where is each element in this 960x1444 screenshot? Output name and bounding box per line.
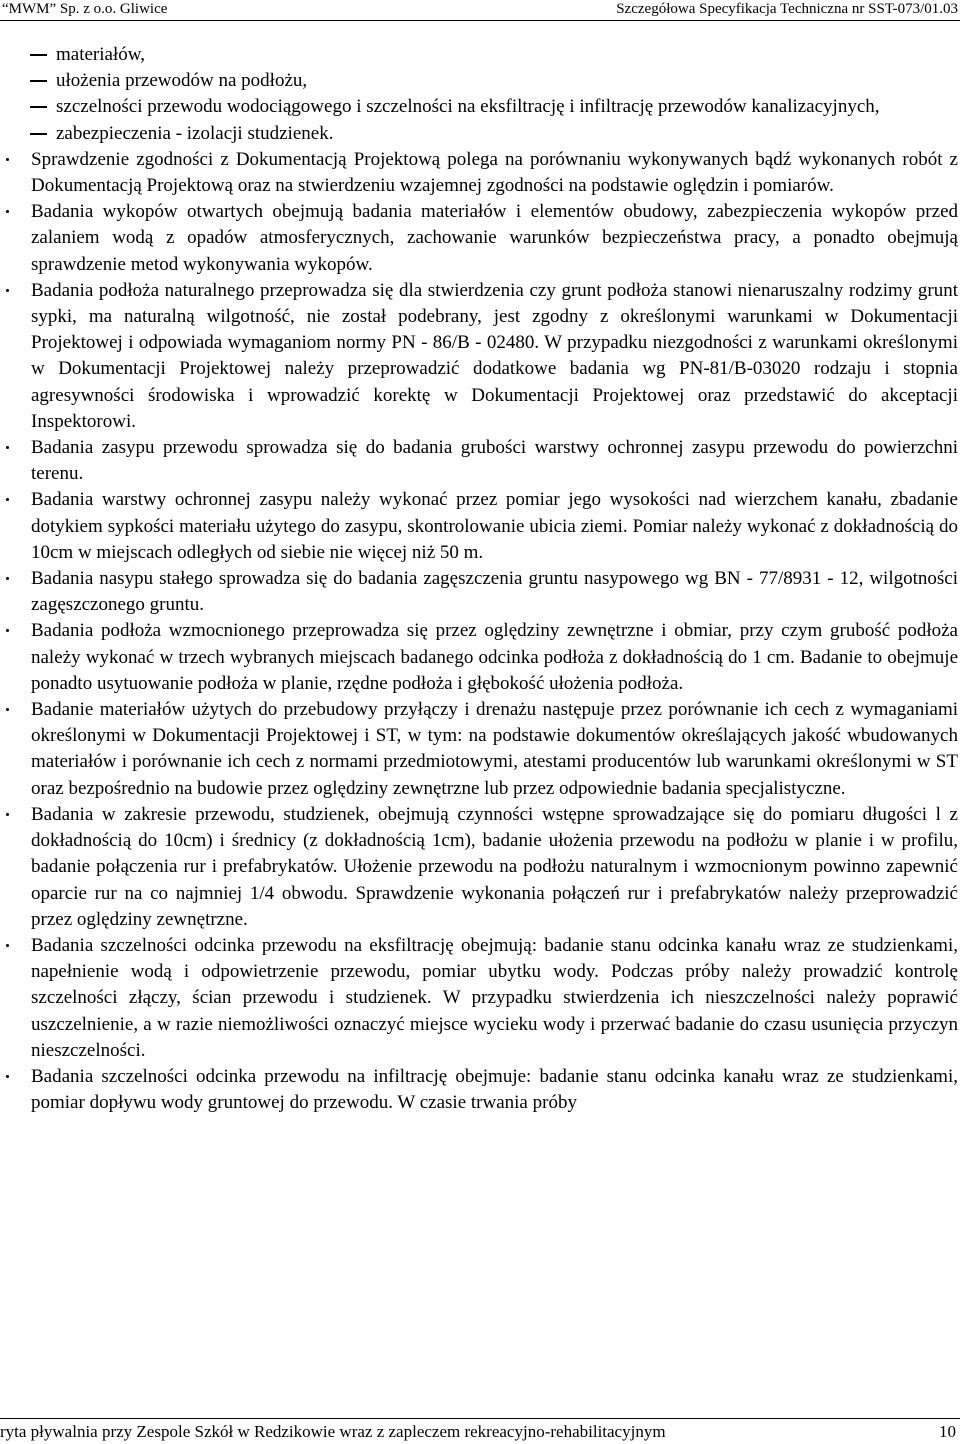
header-spec-title: Szczegółowa Specyfikacja Techniczna nr SST-073/01.03 — [616, 1, 958, 17]
page-header — [0, 0, 960, 22]
dash-item-text: szczelności przewodu wodociągowego i szczelności na eksfiltrację i infiltrację przewodów kanalizacyjnych, — [56, 96, 880, 118]
dash-list-item — [0, 94, 958, 120]
bullet-list-item — [0, 697, 958, 802]
bullet-list-item — [0, 618, 958, 697]
dash-item-text: ułożenia przewodów na podłożu, — [56, 70, 308, 92]
bullet-item-text: Badania szczelności odcinka przewodu na infiltrację obejmuje: badanie stanu odcinka kanału wraz ze studzienkami, pomiar dopływu wody gruntowej do przewodu. W czasie trwania próby — [31, 1065, 958, 1114]
dash-marker — [30, 133, 47, 135]
bullet-item-text: Badania warstwy ochronnej zasypu należy wykonać przez pomiar jego wysokości nad wierzchem kanału, zbadanie dotykiem sypkości materiału użytego do zasypu, skontrolowanie ubicia ziemi. Pomiar należy wykonać z dokładnością do 10cm w miejscach odległych od siebie nie więcej niż 50 m. — [31, 489, 958, 563]
bullet-marker — [6, 708, 9, 711]
dash-marker — [30, 54, 47, 56]
bullet-item-text: Badania nasypu stałego sprowadza się do badania zagęszczenia gruntu nasypowego wg BN - 77/8931 - 12, wilgotności zagęszczonego gruntu. — [31, 568, 958, 616]
bullet-list-item — [0, 435, 958, 487]
bullet-item-text: Badania wykopów otwartych obejmują badania materiałów i elementów obudowy, zabezpieczenia wykopów przed zalaniem wodą z opadów atmosferycznych, zachowanie warunków bezpieczeństwa pracy, a ponadto obejmują sprawdzenie metod wykonywania wykopów. — [31, 201, 958, 275]
bullet-item-text: Badania podłoża naturalnego przeprowadza się dla stwierdzenia czy grunt podłoża stanowi nienaruszalny rodzimy grunt sypki, ma naturalną wilgotność, nie został podebrany, jest zgodny z określonymi warunkami w Dokumentacji Projektowej i odpowiada wymaganiom normy PN - 86/B - 02480. W przypadku niezgodności z warunkami określonymi w Dokumentacji Projektowej należy przeprowadzić dodatkowe badania wg PN-81/B-03020 rodzaju i stopnia agresywności środowiska i wprowadzić korektę w Dokumentacji Projektowej oraz przedstawić do akceptacji Inspektorowi. — [31, 279, 958, 432]
bullet-item-text: Badanie materiałów użytych do przebudowy przyłączy i drenażu następuje przez porównanie ich cech z wymaganiami określonymi w Dokumentacji Projektowej i ST, w tym: na podstawie dokumentów określających jakość wbudowanych materiałów i porównanie ich cech z normami przedmiotowymi, atestami producentów lub warunkami określonymi w ST oraz bezpośrednio na budowie przez oględziny zewnętrzne lub przez odpowiednie badania specjalistyczne. — [31, 699, 958, 799]
bullet-marker — [6, 289, 9, 292]
header-company: “MWM” Sp. z o.o. Gliwice — [2, 1, 168, 17]
dash-list-item — [0, 42, 958, 68]
page-number: 10 — [939, 1422, 956, 1441]
bullet-marker — [6, 498, 9, 501]
bullet-item-text: Badania w zakresie przewodu, studzienek, obejmują czynności wstępne sprowadzające się do pomiaru długości l z dokładnością do 10cm) i średnicy (z dokładnością 1cm), badanie ułożenia przewodu na podłożu w planie i w profilu, badanie połączenia rur i prefabrykatów. Ułożenie przewodu na podłożu naturalnym i wzmocnionym powinno zapewnić oparcie rur na co najmniej 1/4 obwodu. Sprawdzenie wykonania połączeń rur i prefabrykatów należy przeprowadzić przez oględziny zewnętrzne. — [31, 803, 958, 930]
page-footer — [0, 1418, 960, 1444]
footer-rule — [0, 1418, 960, 1419]
bullet-marker — [6, 446, 9, 449]
dash-item-text: materiałów, — [56, 44, 145, 65]
bullet-list-item — [0, 1064, 958, 1116]
dash-list-item — [0, 121, 958, 147]
bullet-list-item — [0, 487, 958, 566]
bullet-list-item — [0, 933, 958, 1064]
dash-list-item — [0, 68, 958, 94]
footer-project-title: ryta pływalnia przy Zespole Szkół w Redzikowie wraz z zapleczem rekreacyjno-rehabilitacyjnym — [0, 1422, 666, 1441]
bullet-marker — [6, 158, 9, 161]
header-rule — [0, 20, 960, 21]
bullet-item-text: Badania szczelności odcinka przewodu na eksfiltrację obejmują: badanie stanu odcinka kanału wraz ze studzienkami, napełnienie wodą i odpowietrzenie przewodu, pomiar ubytku wody. Podczas próby należy prowadzić kontrolę szczelności złączy, ścian przewodu i studzienek. W przypadku stwierdzenia ich nieszczelności należy poprawić uszczelnienie, a w razie niemożliwości oznaczyć miejsce wycieku wody i przerwać badanie do czasu usunięcia przyczyn nieszczelności. — [31, 934, 958, 1061]
dash-item-text: zabezpieczenia - izolacji studzienek. — [56, 122, 334, 144]
bullet-marker — [6, 944, 9, 947]
dash-marker — [30, 80, 47, 82]
bullet-item-text: Badania podłoża wzmocnionego przeprowadza się przez oględziny zewnętrzne i obmiar, przy czym grubość podłoża należy wykonać w trzech wybranych miejscach badanego odcinka podłoża z dokładnością do 1 cm. Badanie to obejmuje ponadto usytuowanie podłoża w planie, rzędne podłoża i głębokość ułożenia podłoża. — [31, 620, 958, 694]
bullet-list-item — [0, 199, 958, 278]
bullet-marker — [6, 577, 9, 580]
bullet-list-item — [0, 147, 958, 199]
dash-marker — [30, 106, 47, 108]
bullet-marker — [6, 813, 9, 816]
bullet-marker — [6, 1075, 9, 1078]
bullet-list-item — [0, 278, 958, 435]
bullet-marker — [6, 629, 9, 632]
bullet-marker — [6, 210, 9, 213]
bullet-list-item — [0, 802, 958, 933]
document-body — [0, 42, 958, 1116]
bullet-list-item — [0, 566, 958, 618]
bullet-item-text: Sprawdzenie zgodności z Dokumentacją Projektową polega na porównaniu wykonywanych bądź wykonanych robót z Dokumentacją Projektową oraz na stwierdzeniu wzajemnej zgodności na podstawie oględzin i pomiarów. — [31, 148, 958, 197]
bullet-item-text: Badania zasypu przewodu sprowadza się do badania grubości warstwy ochronnej zasypu przewodu do powierzchni terenu. — [31, 437, 958, 485]
